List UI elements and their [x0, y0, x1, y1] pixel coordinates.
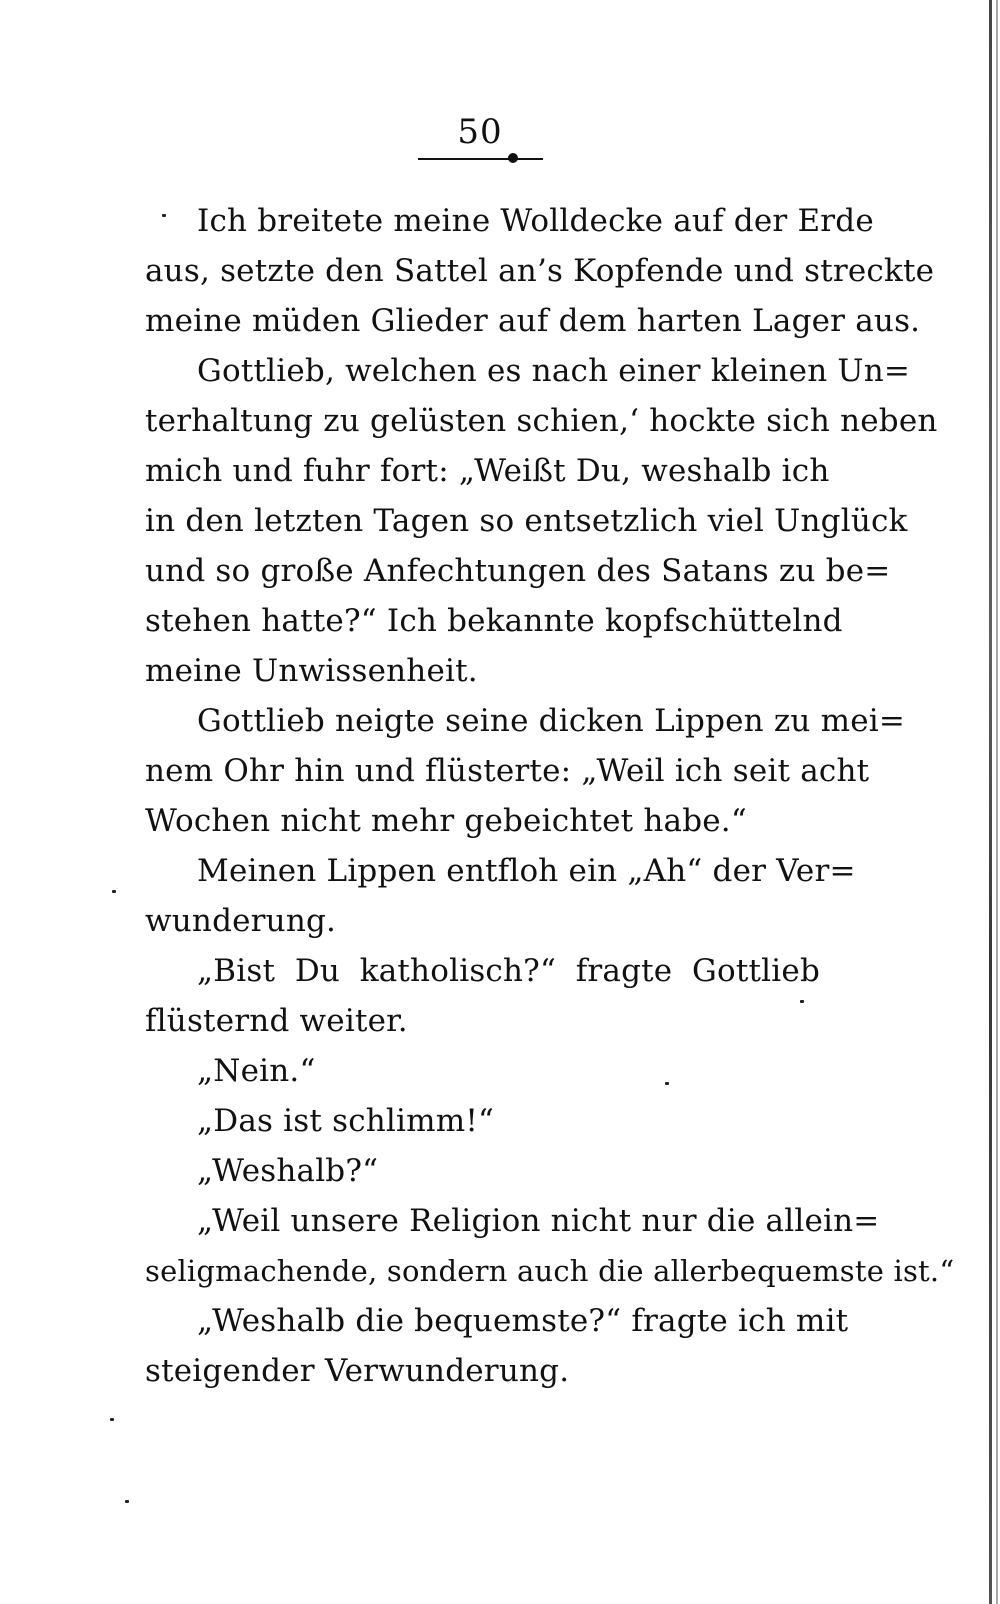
text-line: steigender Verwunderung.: [145, 1353, 570, 1389]
page-edge-line: [996, 0, 998, 1604]
text-line: flüsternd weiter.: [145, 1003, 408, 1039]
text-line: „Das ist schlimm!“: [197, 1103, 495, 1139]
text-line: nem Ohr hin und flüsterte: „Weil ich seit acht: [145, 753, 870, 789]
print-speck: [110, 1418, 114, 1421]
text-line: „Weshalb?“: [197, 1153, 379, 1189]
header-rule-ornament: [508, 153, 518, 163]
text-line: in den letzten Tagen so entsetzlich viel Unglück: [145, 503, 908, 539]
print-speck: [162, 214, 166, 217]
print-speck: [800, 1000, 804, 1003]
text-line: Gottlieb, welchen es nach einer kleinen Un=: [197, 353, 911, 389]
text-line: Gottlieb neigte seine dicken Lippen zu mei=: [197, 703, 906, 739]
text-line: wunderung.: [145, 903, 337, 939]
text-line: mich und fuhr fort: „Weißt Du, weshalb ich: [145, 453, 830, 489]
text-line: „Weil unsere Religion nicht nur die allein=: [197, 1203, 880, 1239]
print-speck: [665, 1082, 669, 1085]
body-text: [145, 196, 955, 1396]
text-line: „Nein.“: [197, 1053, 316, 1089]
print-speck: [125, 1500, 129, 1503]
text-line: Ich breitete meine Wolldecke auf der Erde: [197, 203, 874, 239]
text-line: seligmachende, sondern auch die allerbequemste ist.“: [145, 1254, 955, 1288]
text-line: meine Unwissenheit.: [145, 653, 478, 689]
text-line: stehen hatte?“ Ich bekannte kopfschüttelnd: [145, 603, 843, 639]
text-line: Wochen nicht mehr gebeichtet habe.“: [145, 803, 747, 839]
text-line: „Weshalb die bequemste?“ fragte ich mit: [197, 1303, 849, 1339]
text-line: Meinen Lippen entfloh ein „Ah“ der Ver=: [197, 853, 856, 889]
text-line: meine müden Glieder auf dem harten Lager aus.: [145, 303, 921, 339]
print-speck: [112, 890, 116, 893]
text-line: terhaltung zu gelüsten schien,‘ hockte sich neben: [145, 403, 938, 439]
text-line: „Bist Du katholisch?“ fragte Gottlieb: [197, 953, 820, 989]
text-line: aus, setzte den Sattel an’s Kopfende und streckte: [145, 253, 935, 289]
page-number: 50: [457, 112, 503, 152]
page-edge-shadow: [989, 0, 992, 1604]
header-rule: [418, 158, 543, 160]
text-line: und so große Anfechtungen des Satans zu be=: [145, 553, 891, 589]
